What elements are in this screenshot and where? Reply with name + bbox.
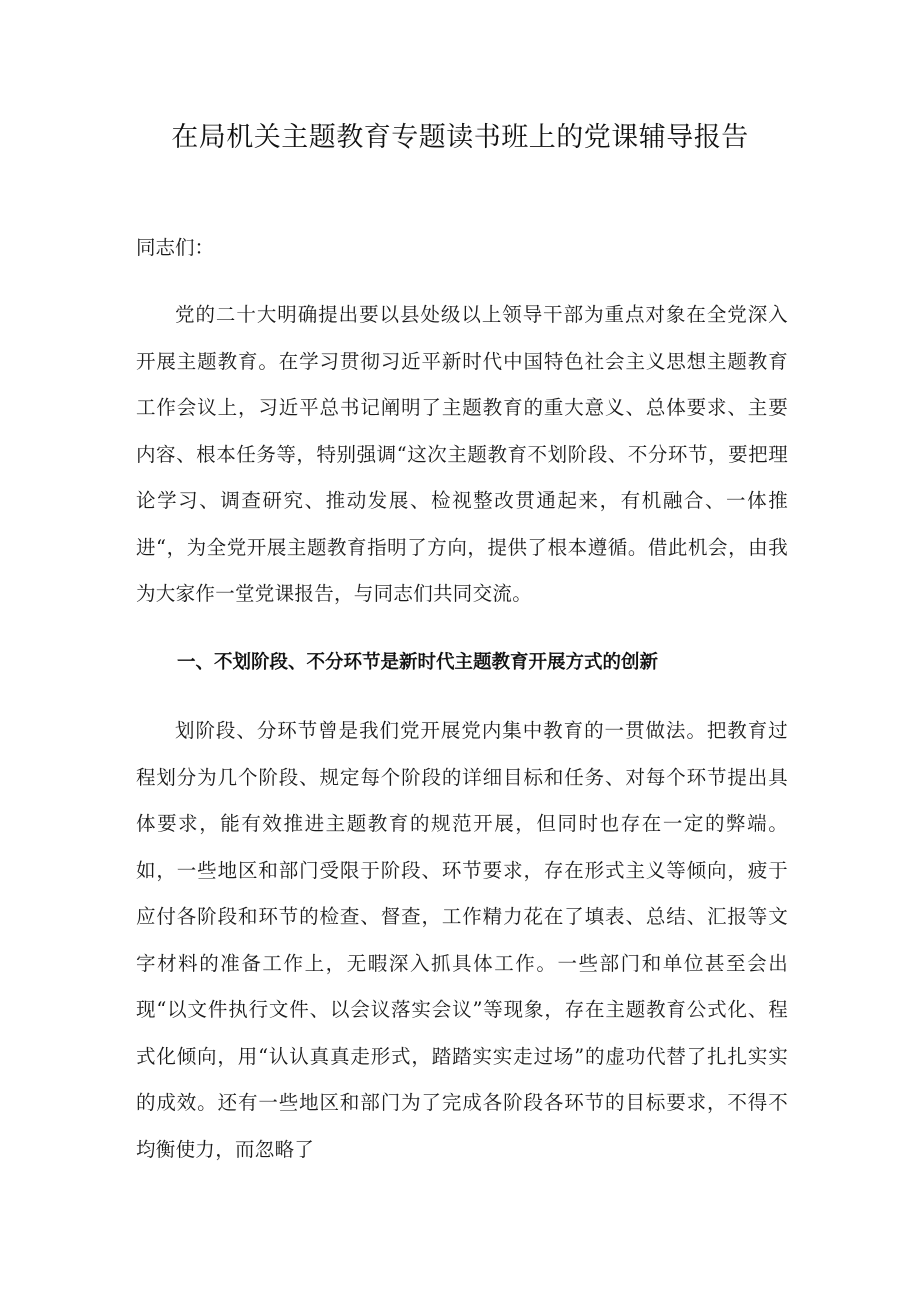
intro-paragraph: 党的二十大明确提出要以县处级以上领导干部为重点对象在全党深入开展主题教育。在学习贯彻习近平新时代中国特色社会主义思想主题教育工作会议上，习近平总书记阐明了主题教育的重大意义、总体要求、主要内容、根本任务等，特别强调“这次主题教育不划阶段、不分环节，要把理论学习、调查研究、推动发展、检视整改贯通起来，有机融合、一体推进“，为全党开展主题教育指明了方向，提供了根本遵循。借此机会，由我为大家作一堂党课报告，与同志们共同交流。 xyxy=(136,303,788,605)
salutation: 同志们： xyxy=(136,236,215,259)
section-heading-1: 一、不划阶段、不分环节是新时代主题教育开展方式的创新 xyxy=(177,651,659,673)
document-title: 在局机关主题教育专题读书班上的党课辅导报告 xyxy=(171,122,749,153)
document-body xyxy=(136,228,788,1195)
section-1-paragraph: 划阶段、分环节曾是我们党开展党内集中教育的一贯做法。把教育过程划分为几个阶段、规定每个阶段的详细目标和任务、对每个环节提出具体要求，能有效推进主题教育的规范开展，但同时也存在一定的弊端。如，一些地区和部门受限于阶段、环节要求，存在形式主义等倾向，疲于应付各阶段和环节的检查、督查，工作精力花在了填表、总结、汇报等文字材料的准备工作上，无暇深入抓具体工作。一些部门和单位甚至会出现“以文件执行文件、以会议落实会议”等现象，存在主题教育公式化、程式化倾向，用“认认真真走形式，踏踏实实走过场”的虚功代替了扎扎实实的成效。还有一些地区和部门为了完成各阶段各环节的目标要求，不得不均衡使力，而忽略了 xyxy=(136,719,788,1161)
